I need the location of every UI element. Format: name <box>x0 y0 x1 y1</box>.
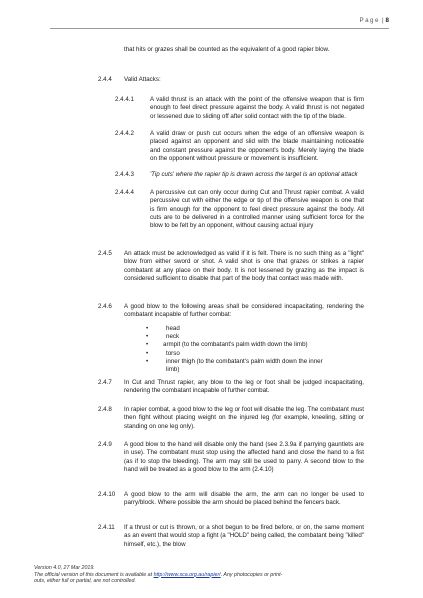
list-item: armpit (to the combatant's palm width down the limb) <box>163 341 308 348</box>
subsection-number: 2.4.4.1 <box>115 96 134 103</box>
section-text: An attack must be acknowledged as valid if it is felt. There is no such thing as a "light" blow from either sword or shot. A valid shot is one that grazes or strikes a rapier combatant at any place on their body. It is not lessened by grazing as the impact is considered sufficient to disable that part of the body that contact was made with. <box>124 250 364 282</box>
header-separator: | <box>381 17 384 24</box>
section-text: In Cut and Thrust rapier, any blow to the leg or foot shall be judged incapacitating, rendering the combatant incapable of further combat. <box>124 379 364 395</box>
footer-version: Version 4.0, 27 Mar 2019. <box>34 564 95 571</box>
section-title: Valid Attacks: <box>124 76 161 83</box>
footer-notice-text: The official version of this document is available at <box>34 571 153 578</box>
section-number: 2.4.9 <box>98 441 112 448</box>
section-number: 2.4.8 <box>98 406 112 413</box>
bullet-icon: • <box>146 341 149 348</box>
section-text: A good blow to the arm will disable the arm, the arm can no longer be used to parry/block. Where possible the arm should be placed behind the fencers back. <box>124 491 364 507</box>
section-number: 2.4.10 <box>98 491 116 498</box>
bullet-icon: • <box>146 358 149 365</box>
subsection-text: A percussive cut can only occur during Cut and Thrust rapier combat. A valid percussive cut with either the edge or tip of the offensive weapon is one that is firm enough for the opponent to feel direct pressure against the body. All cuts are to be delivered in a controlled manner using sufficient force for the blow to be felt by an opponent, without causing actual injury <box>150 189 364 230</box>
section-text: A good blow to the following areas shall be considered incapacitating, rendering the combatant incapable of further combat: <box>124 303 364 319</box>
list-item: inner thigh (to the combatant's palm width down the inner limb) <box>166 358 323 374</box>
footer-notice-text: . Any photocopies or print- <box>220 571 283 578</box>
bullet-icon: • <box>146 333 149 340</box>
page-header <box>359 17 389 24</box>
list-item: torso <box>166 350 180 357</box>
list-item: head <box>166 325 180 332</box>
footer-notice <box>34 572 282 579</box>
bullet-icon: • <box>146 350 149 357</box>
section-number: 2.4.7 <box>98 379 112 386</box>
subsection-text: 'Tip cuts' where the rapier tip is drawn across the target is an optional attack <box>150 171 358 178</box>
page-number: 8 <box>385 17 389 24</box>
section-text: A good blow to the hand will disable only the hand (see 2.3.9a if parrying gauntlets are in use). The combatant must stop using the affected hand and close the hand to a fist (as if to stop the bleeding). The arm may still be used to parry. A second blow to the hand will be treated as a good blow to the arm (2.4.10) <box>124 441 364 473</box>
section-number: 2.4.11 <box>98 524 115 531</box>
section-text: If a thrust or cut is thrown, or a shot begun to be fired before, or on, the same moment as an event that would stop a fight (a "HOLD" being called, the combatant being "killed" himself, etc.), the blow <box>124 524 364 548</box>
subsection-number: 2.4.4.4 <box>115 189 134 196</box>
section-number: 2.4.6 <box>98 303 112 310</box>
section-text: In rapier combat, a good blow to the leg or foot will disable the leg. The combatant must then fight without placing weight on the injured leg (for example, kneeling, sitting or standing on one leg only). <box>124 406 364 430</box>
subsection-number: 2.4.4.2 <box>115 130 134 137</box>
page-word: Page <box>359 17 380 24</box>
intro-paragraph: that hits or grazes shall be counted as the equivalent of a good rapier blow. <box>124 46 330 53</box>
footer-notice-line: outs, either full or partial, are not controlled. <box>34 578 136 585</box>
list-item: neck <box>166 333 180 340</box>
page-footer <box>34 565 282 585</box>
subsection-number: 2.4.4.3 <box>115 171 134 178</box>
section-number: 2.4.4 <box>98 76 112 83</box>
header-rule <box>50 28 389 29</box>
subsection-text: A valid draw or push cut occurs when the edge of an offensive weapon is placed against an opponent and slid with the blade maintaining noticeable and constant pressure against the opponent's body. Merely laying the blade on the opponent without pressure or movement is insufficient. <box>150 130 364 162</box>
section-number: 2.4.5 <box>98 250 112 257</box>
footer-link[interactable]: http://www.sca.org.au/rapier/ <box>153 571 221 578</box>
bullet-icon: • <box>146 325 149 332</box>
subsection-text: A valid thrust is an attack with the point of the offensive weapon that is firm enough to feel direct pressure against the body. A valid thrust is not negated or lessened due to sliding off after solid contact with the tip of the blade. <box>150 96 364 120</box>
